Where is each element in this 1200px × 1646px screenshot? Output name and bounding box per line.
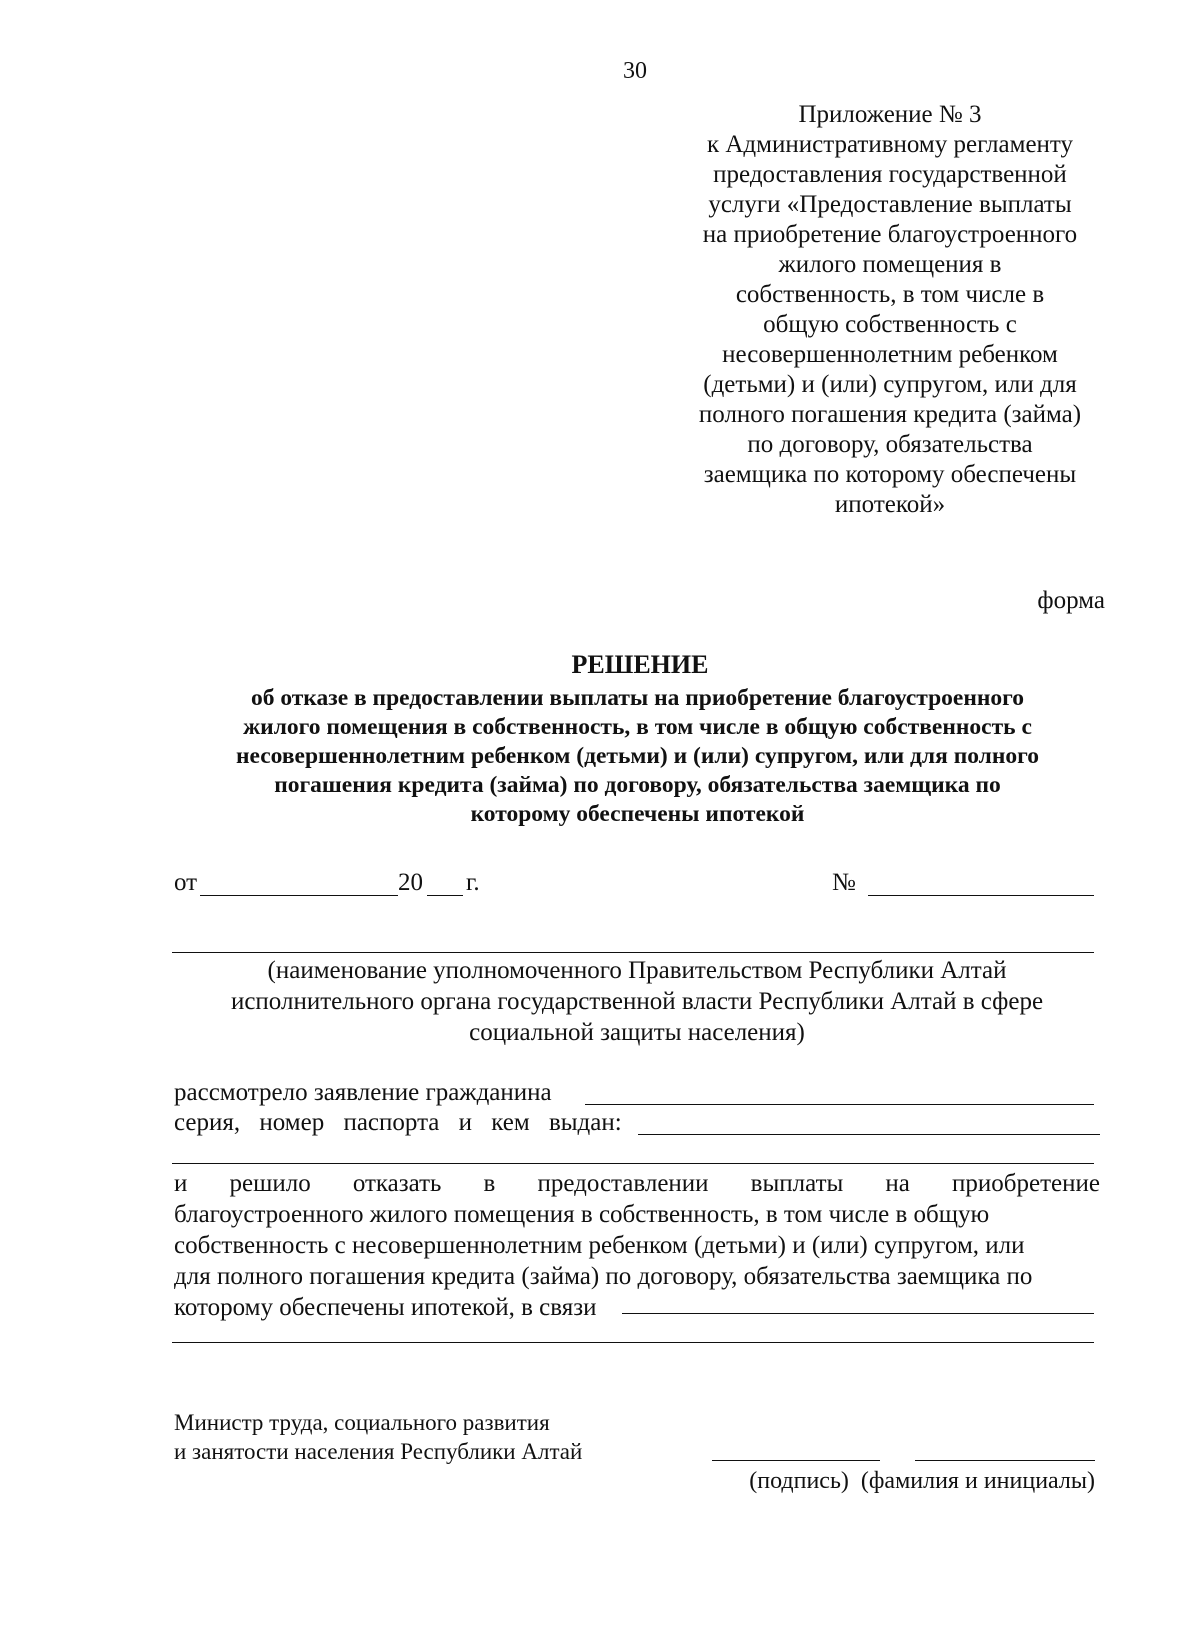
refusal-line: собственность с несовершеннолетним ребенком (детьми) и (или) супругом, или bbox=[174, 1232, 1025, 1259]
reason-continuation-field[interactable] bbox=[172, 1342, 1094, 1343]
refusal-word: отказать bbox=[352, 1170, 442, 1197]
citizen-name-field[interactable] bbox=[585, 1104, 1094, 1105]
appendix-line: предоставления государственной bbox=[713, 161, 1067, 188]
refusal-word: решило bbox=[229, 1170, 311, 1197]
full-name-field[interactable] bbox=[915, 1460, 1095, 1461]
number-label: № bbox=[832, 869, 856, 896]
appendix-line: несовершеннолетним ребенком bbox=[722, 341, 1058, 368]
appendix-line: полного погашения кредита (займа) bbox=[698, 401, 1082, 428]
signatory-role bbox=[174, 1408, 582, 1466]
subtitle-line: погашения кредита (займа) по договору, обязательства заемщика по bbox=[274, 772, 1001, 798]
caption-line: исполнительного органа государственной власти Республики Алтай в сфере bbox=[230, 988, 1044, 1015]
role-line: и занятости населения Республики Алтай bbox=[174, 1439, 583, 1464]
refusal-word: приобретение bbox=[952, 1170, 1100, 1197]
form-label: форма bbox=[1037, 587, 1105, 614]
subtitle-line: жилого помещения в собственность, в том числе в общую собственность с bbox=[243, 714, 1032, 740]
passport-continuation-field[interactable] bbox=[172, 1163, 1094, 1164]
signature-caption: (подпись) (фамилия и инициалы) bbox=[749, 1468, 1095, 1494]
appendix-line: собственность, в том числе в bbox=[735, 281, 1045, 308]
appendix-line: на приобретение благоустроенного bbox=[702, 221, 1078, 248]
refusal-paragraph bbox=[174, 1168, 1100, 1323]
refusal-word: на bbox=[885, 1170, 910, 1197]
refusal-word: в bbox=[483, 1170, 496, 1197]
year-prefix: 20 bbox=[398, 869, 423, 896]
caption-line: социальной защиты населения) bbox=[469, 1019, 805, 1046]
refusal-first-line bbox=[174, 1168, 1100, 1199]
page-number: 30 bbox=[623, 58, 647, 84]
appendix-line: услуги «Предоставление выплаты bbox=[708, 191, 1072, 218]
date-field[interactable] bbox=[200, 895, 398, 896]
considered-label: рассмотрело заявление гражданина bbox=[174, 1079, 552, 1106]
appendix-line: заемщика по которому обеспечены bbox=[703, 461, 1077, 488]
authority-caption bbox=[172, 955, 1102, 1048]
subtitle-line: об отказе в предоставлении выплаты на приобретение благоустроенного bbox=[250, 685, 1025, 711]
subtitle-line: несовершеннолетним ребенком (детьми) и (или) супругом, или для полного bbox=[235, 743, 1039, 769]
refusal-line: для полного погашения кредита (займа) по договору, обязательства заемщика по bbox=[174, 1263, 1033, 1290]
appendix-line: (детьми) и (или) супругом, или для bbox=[703, 371, 1077, 398]
refusal-word: выплаты bbox=[750, 1170, 844, 1197]
role-line: Министр труда, социального развития bbox=[174, 1410, 550, 1435]
caption-line: (наименование уполномоченного Правительством Республики Алтай bbox=[267, 957, 1007, 984]
refusal-line: благоустроенного жилого помещения в собственность, в том числе в общую bbox=[174, 1201, 990, 1228]
authority-name-field[interactable] bbox=[172, 952, 1094, 953]
passport-field[interactable] bbox=[638, 1134, 1100, 1135]
appendix-line: общую собственность с bbox=[763, 311, 1017, 338]
year-suffix: г. bbox=[466, 869, 480, 896]
date-from-label: от bbox=[174, 869, 198, 896]
year-field[interactable] bbox=[427, 895, 463, 896]
refusal-last-line: которому обеспечены ипотекой, в связи bbox=[174, 1294, 597, 1321]
passport-label: серия, номер паспорта и кем выдан: bbox=[174, 1109, 622, 1136]
appendix-line: Приложение № 3 bbox=[798, 101, 982, 128]
appendix-line: по договору, обязательства bbox=[747, 431, 1033, 458]
decision-subtitle bbox=[150, 684, 1125, 829]
appendix-line: ипотекой» bbox=[834, 491, 946, 518]
appendix-line: жилого помещения в bbox=[778, 251, 1002, 278]
refusal-word: и bbox=[174, 1170, 188, 1197]
decision-title: РЕШЕНИЕ bbox=[571, 650, 709, 679]
appendix-header bbox=[655, 100, 1125, 520]
subtitle-line: которому обеспечены ипотекой bbox=[470, 801, 805, 827]
signature-field[interactable] bbox=[712, 1460, 880, 1461]
number-field[interactable] bbox=[868, 895, 1094, 896]
reason-field[interactable] bbox=[622, 1313, 1094, 1314]
appendix-line: к Административному регламенту bbox=[706, 131, 1074, 158]
refusal-word: предоставлении bbox=[537, 1170, 709, 1197]
